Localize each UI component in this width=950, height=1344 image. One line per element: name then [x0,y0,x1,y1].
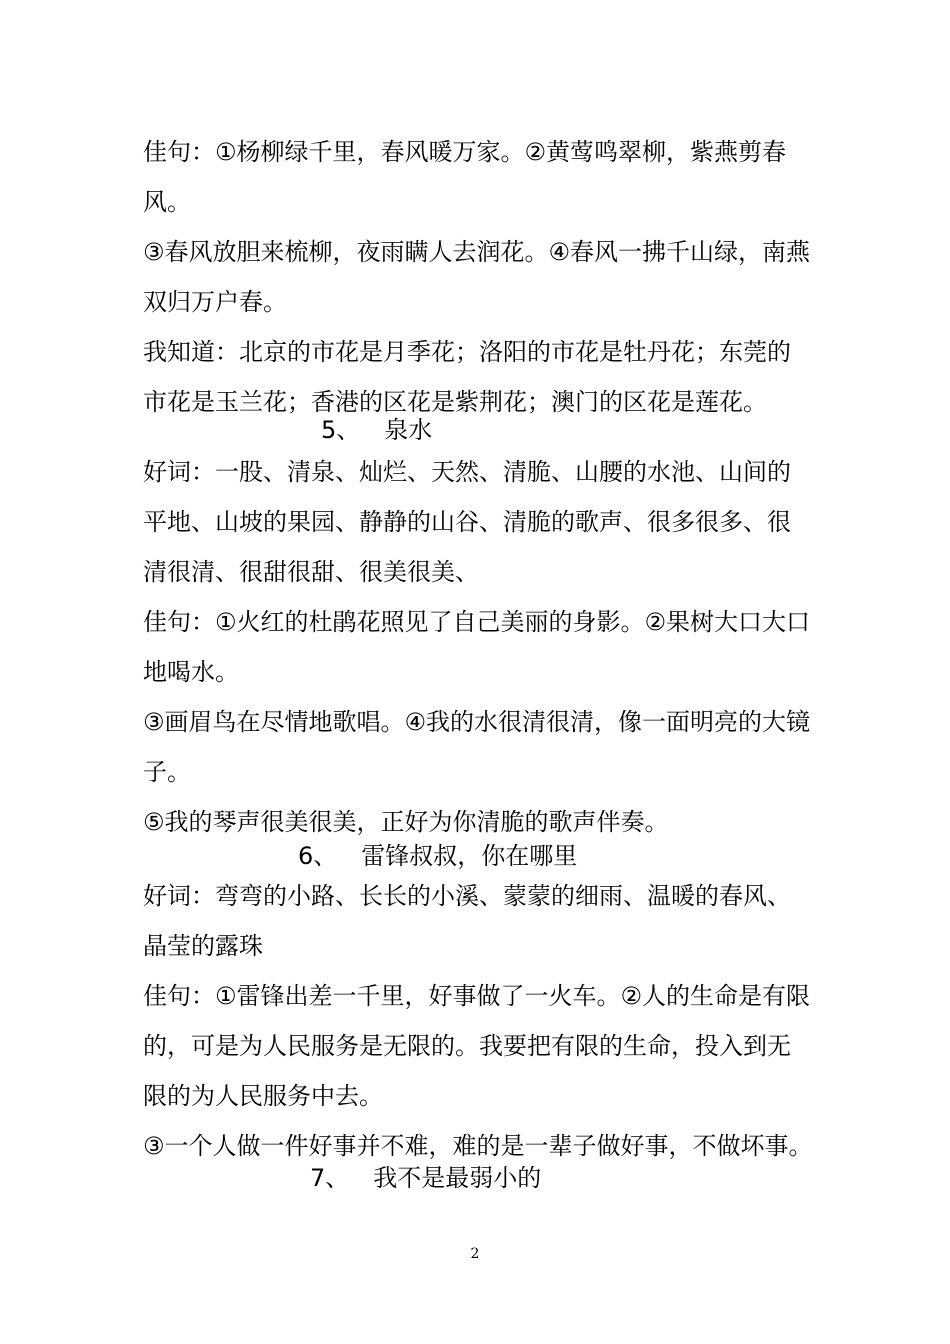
paragraph-good-sentences-s5: 佳句：①火红的杜鹃花照见了自己美丽的身影。②果树大口大口地喝水。 [143,608,811,686]
section-title: 泉水 [384,416,433,444]
page-number: 2 [470,1246,480,1262]
paragraph-good-words-s5: 好词：一股、清泉、灿烂、天然、清脆、山腰的水池、山间的平地、山坡的果园、静静的山谷、清脆的歌声、很多很多、很清很清、很甜很甜、很美很美、 [143,458,791,586]
paragraph-sentence-5-s5: ⑤我的琴声很美很美，正好为你清脆的歌声伴奏。 [143,808,669,836]
section-number: 6、 [298,842,338,870]
section-title: 雷锋叔叔，你在哪里 [361,842,578,870]
paragraph-sentences-3-4-s5: ③画眉鸟在尽情地歌唱。④我的水很清很清，像一面明亮的大镜子。 [143,708,811,786]
page-content [143,127,813,1195]
paragraph-sentences-3-4-s4: ③春风放胆来梳柳，夜雨瞒人去润花。④春风一拂千山绿，南燕双归万户春。 [143,238,811,316]
section-title: 我不是最弱小的 [373,1164,542,1192]
paragraph-good-words-s6: 好词：弯弯的小路、长长的小溪、蒙蒙的细雨、温暖的春风、晶莹的露珠 [143,882,791,960]
paragraph-i-know: 我知道：北京的市花是月季花；洛阳的市花是牡丹花；东莞的市花是玉兰花；香港的区花是紫荆花；澳门的区花是莲花。 [143,338,791,416]
section-number: 7、 [310,1164,350,1192]
paragraph-sentence-3-s6: ③一个人做一件好事并不难，难的是一辈子做好事，不做坏事。 [143,1132,813,1160]
section-number: 5、 [321,416,361,444]
paragraph-good-sentences-s6: 佳句：①雷锋出差一千里，好事做了一火车。②人的生命是有限的，可是为人民服务是无限的。我要把有限的生命，投入到无限的为人民服务中去。 [143,982,811,1110]
paragraph-good-sentences-s4: 佳句：①杨柳绿千里，春风暖万家。②黄莺鸣翠柳，紫燕剪春风。 [143,138,787,216]
